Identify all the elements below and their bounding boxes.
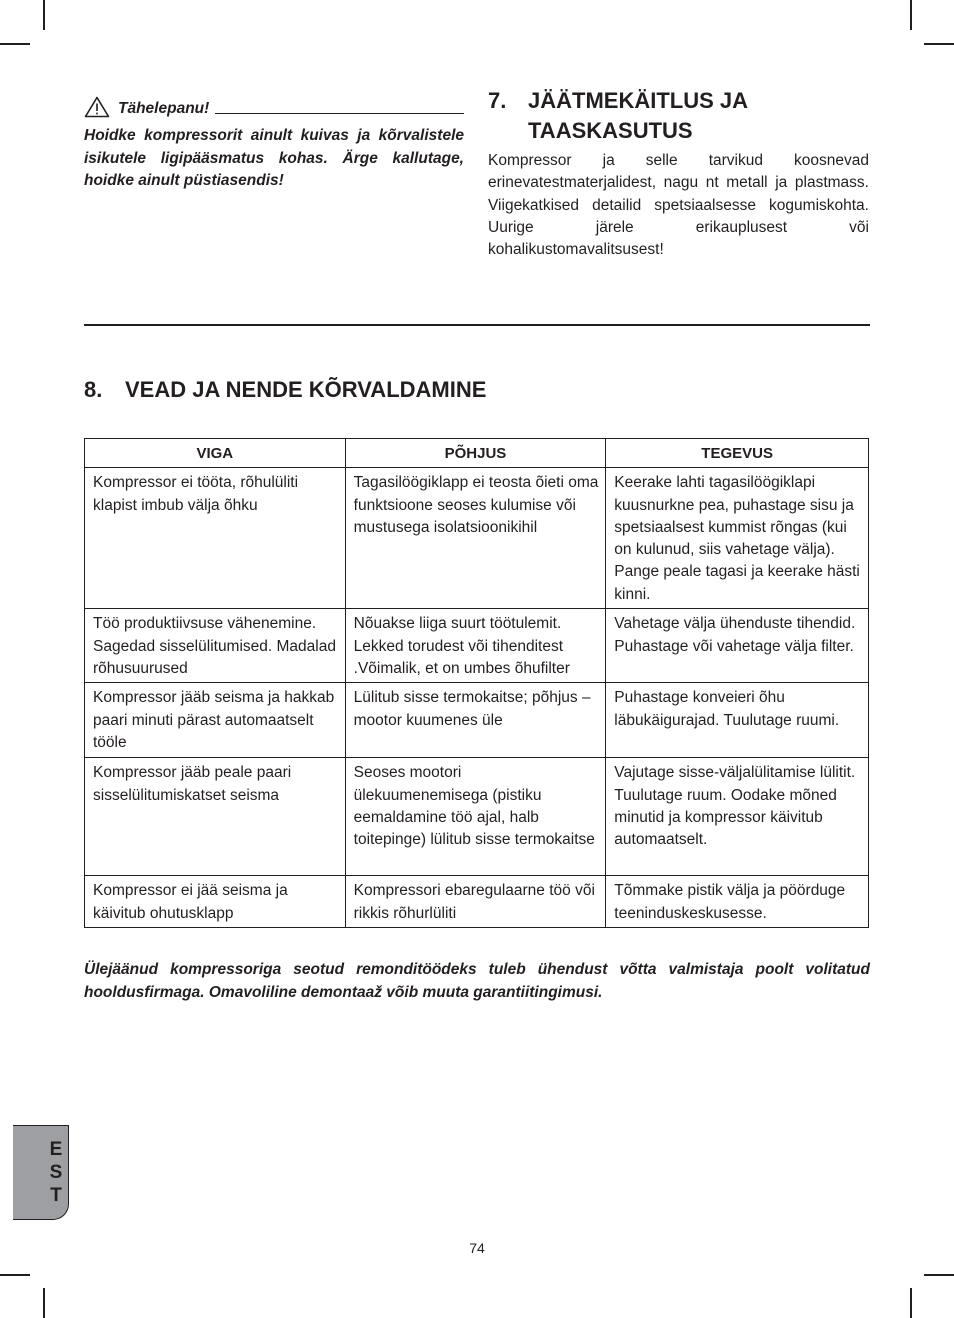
section-divider	[84, 324, 870, 326]
fault-cell: Kompressor ei jää seisma ja käivitub ohutusklapp	[85, 876, 346, 928]
warning-triangle-icon	[84, 96, 110, 118]
section-7-text: Kompressor ja selle tarvikud koosnevad erinevatestmaterjalidest, nagu nt metall ja plastmass. Viigekatkised detailid spetsiaalsesse kogumiskohta. Uurige järele erikauplusest või kohalikustomavalitsusest!	[488, 152, 869, 259]
section-7-number: 7.	[488, 88, 507, 113]
crop-mark	[43, 1288, 45, 1318]
crop-mark	[924, 43, 954, 45]
warning-block	[84, 92, 464, 193]
cause-cell: Kompressori ebaregulaarne töö või rikkis rõhurlüliti	[345, 876, 606, 928]
crop-mark	[0, 43, 30, 45]
fault-cell: Kompressor jääb peale paari sisselülitumiskatset seisma	[85, 758, 346, 876]
service-note: Ülejäänud kompressoriga seotud remonditöödeks tuleb ühendust võtta valmistaja poolt volitatud hooldusfirmaga. Omavoliline demontaaž võib muuta garantiitingimusi.	[84, 961, 870, 1001]
crop-mark	[43, 0, 45, 30]
table-row	[85, 609, 869, 683]
cause-cell: Lülitub sisse termokaitse; põhjus – mootor kuumenes üle	[345, 683, 606, 758]
section-7-heading	[488, 86, 869, 146]
table-header-row	[85, 439, 869, 468]
crop-mark	[0, 1274, 30, 1276]
section-7-title: JÄÄTMEKÄITLUS JA TAASKASUTUS	[528, 88, 748, 143]
section-8-number: 8.	[84, 377, 103, 402]
table-row	[85, 876, 869, 928]
cause-cell: Nõuakse liiga suurt töötulemit. Lekked torudest või tihenditest .Võimalik, et on umbes õhufilter	[345, 609, 606, 683]
table-row	[85, 468, 869, 609]
column-header-fault: VIGA	[85, 439, 346, 468]
language-tab-letter: E	[49, 1139, 63, 1160]
action-cell: Puhastage konveieri õhu läbukäigurajad. Tuulutage ruumi.	[606, 683, 869, 758]
language-tab-letter: S	[49, 1162, 63, 1183]
section-8-title: VEAD JA NENDE KÕRVALDAMINE	[125, 377, 487, 402]
fault-cell: Kompressor jääb seisma ja hakkab paari minuti pärast automaatselt tööle	[85, 683, 346, 758]
warning-underline	[215, 113, 464, 114]
table-row	[85, 758, 869, 876]
crop-mark	[910, 1288, 912, 1318]
fault-cell: Kompressor ei tööta, rõhulüliti klapist imbub välja õhku	[85, 468, 346, 609]
action-cell: Vajutage sisse-väljalülitamise lülitit. Tuulutage ruum. Oodake mõned minutid ja kompressor käivitub automaatselt.	[606, 758, 869, 876]
section-disposal	[488, 86, 869, 261]
warning-title: Tähelepanu!	[118, 100, 210, 117]
column-header-action: TEGEVUS	[606, 439, 869, 468]
page-number: 74	[469, 1240, 485, 1256]
table-row	[85, 683, 869, 758]
section-8-heading	[84, 377, 486, 403]
cause-cell: Seoses mootori ülekuumenemisega (pistiku eemaldamine töö ajal, halb toitepinge) lülitub sisse termokaitse	[345, 758, 606, 876]
cause-cell: Tagasilöögiklapp ei teosta õieti oma funktsioone seoses kulumise või mustusega isolatsioonikihil	[345, 468, 606, 609]
language-tab-letter: T	[50, 1185, 62, 1206]
troubleshooting-table	[84, 438, 869, 928]
warning-header	[84, 92, 464, 118]
fault-cell: Töö produktiivsuse vähenemine. Sagedad sisselülitumised. Madalad rõhusuurused	[85, 609, 346, 683]
crop-mark	[910, 0, 912, 30]
language-tab	[13, 1125, 69, 1220]
action-cell: Vahetage välja ühenduste tihendid. Puhastage või vahetage välja filter.	[606, 609, 869, 683]
action-cell: Tõmmake pistik välja ja pöörduge teeninduskeskusesse.	[606, 876, 869, 928]
action-cell: Keerake lahti tagasilöögiklapi kuusnurkne pea, puhastage sisu ja spetsiaalsest kummist rõngas (kui on kulunud, siis vahetage välja). Pange peale tagasi ja keerake hästi kinni.	[606, 468, 869, 609]
crop-mark	[924, 1274, 954, 1276]
column-header-cause: PÕHJUS	[345, 439, 606, 468]
warning-text: Hoidke kompressorit ainult kuivas ja kõrvalistele isikutele ligipääsmatus kohas. Ärge kallutage, hoidke ainult püstiasendis!	[84, 127, 464, 189]
